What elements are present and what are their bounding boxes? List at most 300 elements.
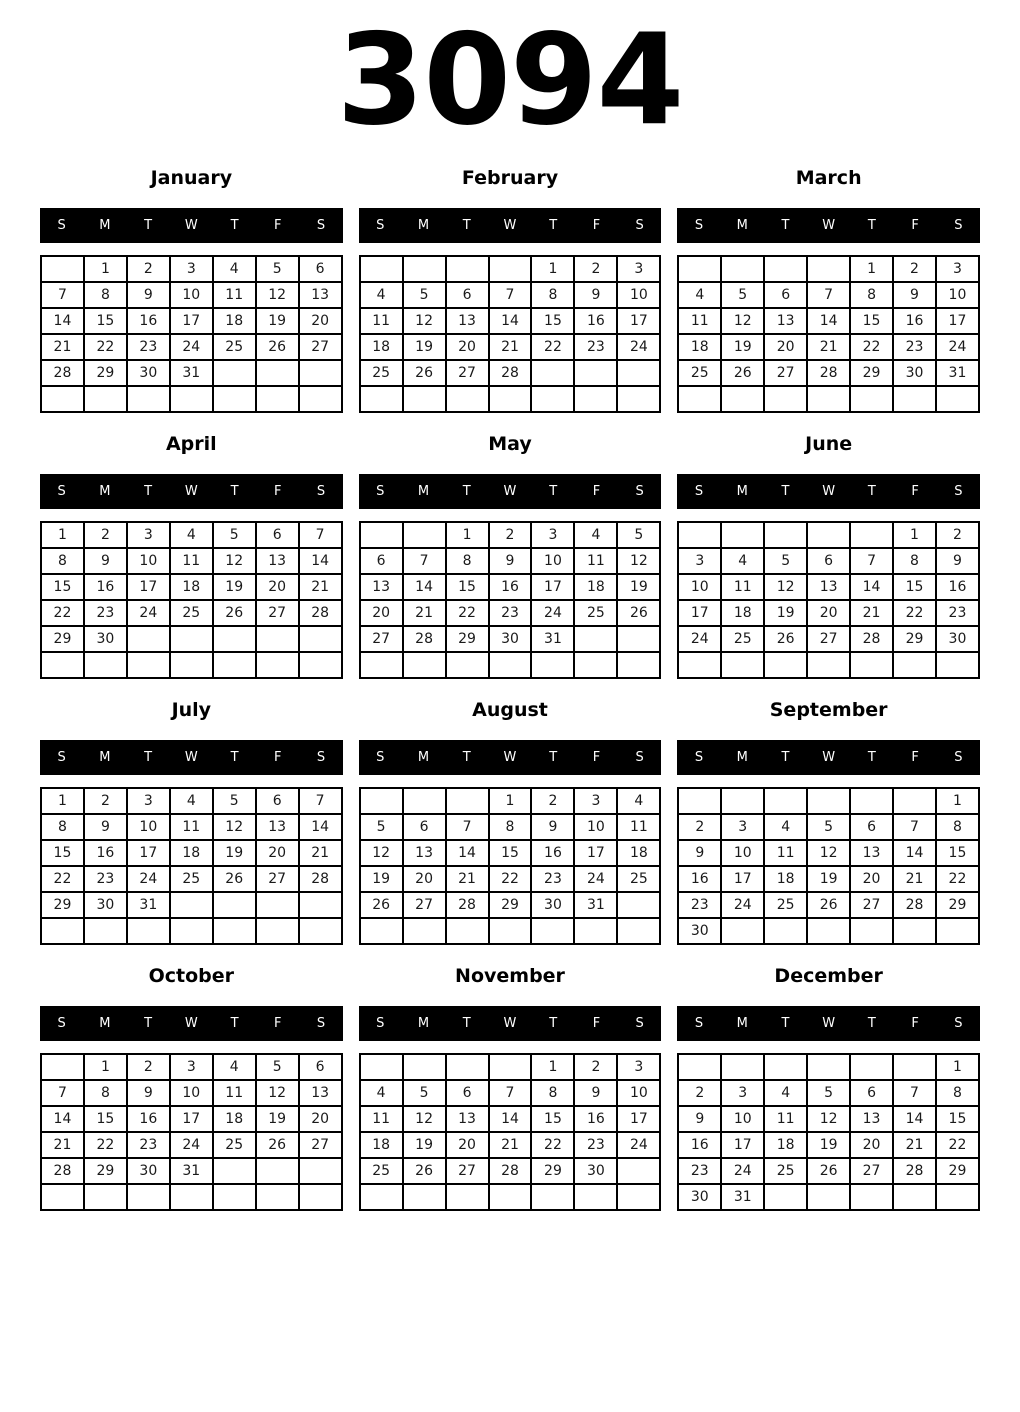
empty-day-cell — [299, 626, 342, 652]
empty-day-cell — [617, 892, 660, 918]
empty-day-cell — [403, 652, 446, 678]
day-cell: 5 — [213, 788, 256, 814]
day-cell: 7 — [893, 814, 936, 840]
empty-day-cell — [360, 1054, 403, 1080]
weekday-label: T — [781, 218, 790, 233]
week-row — [41, 840, 342, 866]
month-title: March — [795, 167, 862, 189]
day-cell: 27 — [299, 334, 342, 360]
weekday-label: T — [549, 1016, 558, 1031]
day-cell: 17 — [127, 574, 170, 600]
day-cell: 24 — [574, 866, 617, 892]
week-row — [41, 866, 342, 892]
day-cell: 30 — [531, 892, 574, 918]
week-row — [41, 600, 342, 626]
day-cell: 19 — [213, 840, 256, 866]
day-cell: 28 — [446, 892, 489, 918]
weekday-label: T — [144, 484, 153, 499]
day-cell: 31 — [936, 360, 979, 386]
day-cell: 6 — [446, 282, 489, 308]
week-row — [41, 1080, 342, 1106]
day-cell: 18 — [764, 1132, 807, 1158]
empty-day-cell — [127, 652, 170, 678]
day-cell: 1 — [893, 522, 936, 548]
day-cell: 23 — [936, 600, 979, 626]
weekday-header-bar — [40, 474, 343, 509]
empty-day-cell — [574, 360, 617, 386]
weekday-header-bar — [677, 740, 980, 775]
day-cell: 13 — [256, 814, 299, 840]
day-cell: 22 — [531, 334, 574, 360]
week-row — [360, 866, 661, 892]
month-block-may — [359, 433, 662, 679]
day-cell: 29 — [936, 892, 979, 918]
weekday-label: M — [99, 1016, 111, 1031]
day-cell: 15 — [489, 840, 532, 866]
weekday-label: S — [57, 484, 66, 499]
day-cell: 9 — [678, 840, 721, 866]
day-cell: 17 — [678, 600, 721, 626]
day-cell: 5 — [256, 256, 299, 282]
month-block-july — [40, 699, 343, 945]
month-title: September — [769, 699, 888, 721]
day-cell: 3 — [678, 548, 721, 574]
empty-day-cell — [850, 522, 893, 548]
week-row — [678, 334, 979, 360]
empty-day-cell — [574, 652, 617, 678]
week-row — [360, 1158, 661, 1184]
empty-day-cell — [403, 788, 446, 814]
day-cell: 23 — [678, 892, 721, 918]
day-cell: 25 — [213, 1132, 256, 1158]
day-cell: 9 — [84, 548, 127, 574]
week-row — [41, 334, 342, 360]
empty-day-cell — [489, 256, 532, 282]
empty-day-cell — [256, 1158, 299, 1184]
empty-day-cell — [170, 1184, 213, 1210]
day-cell: 24 — [678, 626, 721, 652]
day-cell: 3 — [170, 1054, 213, 1080]
week-row — [41, 308, 342, 334]
empty-day-cell — [360, 522, 403, 548]
weekday-label: T — [867, 218, 876, 233]
week-row — [678, 1132, 979, 1158]
weekday-label: M — [736, 1016, 748, 1031]
day-cell: 10 — [574, 814, 617, 840]
day-cell: 10 — [678, 574, 721, 600]
day-cell: 29 — [489, 892, 532, 918]
day-cell: 3 — [127, 522, 170, 548]
week-row — [41, 652, 342, 678]
day-cell: 6 — [256, 522, 299, 548]
day-cell: 17 — [617, 308, 660, 334]
empty-day-cell — [850, 652, 893, 678]
day-cell: 30 — [678, 918, 721, 944]
month-date-grid — [359, 1053, 662, 1211]
day-cell: 13 — [446, 308, 489, 334]
day-cell: 6 — [446, 1080, 489, 1106]
day-cell: 10 — [617, 1080, 660, 1106]
day-cell: 31 — [721, 1184, 764, 1210]
day-cell: 23 — [678, 1158, 721, 1184]
empty-day-cell — [299, 918, 342, 944]
week-row — [678, 918, 979, 944]
day-cell: 4 — [170, 522, 213, 548]
empty-day-cell — [531, 918, 574, 944]
day-cell: 3 — [574, 788, 617, 814]
day-cell: 5 — [403, 1080, 446, 1106]
day-cell: 29 — [893, 626, 936, 652]
day-cell: 26 — [764, 626, 807, 652]
empty-day-cell — [256, 918, 299, 944]
day-cell: 5 — [721, 282, 764, 308]
empty-day-cell — [360, 1184, 403, 1210]
day-cell: 11 — [764, 840, 807, 866]
empty-day-cell — [360, 256, 403, 282]
day-cell: 14 — [403, 574, 446, 600]
empty-day-cell — [170, 652, 213, 678]
week-row — [41, 574, 342, 600]
weekday-label: S — [316, 750, 326, 765]
day-cell: 21 — [489, 334, 532, 360]
weekday-label: T — [230, 1016, 239, 1031]
day-cell: 24 — [531, 600, 574, 626]
weekday-label: T — [462, 750, 471, 765]
day-cell: 30 — [893, 360, 936, 386]
day-cell: 18 — [170, 840, 213, 866]
month-date-grid — [677, 1053, 980, 1211]
weekday-label: S — [376, 484, 385, 499]
day-cell: 27 — [446, 1158, 489, 1184]
day-cell: 24 — [721, 1158, 764, 1184]
day-cell: 28 — [41, 360, 84, 386]
week-row — [678, 282, 979, 308]
month-date-grid — [677, 255, 980, 413]
day-cell: 11 — [721, 574, 764, 600]
day-cell: 31 — [127, 892, 170, 918]
day-cell: 29 — [850, 360, 893, 386]
day-cell: 13 — [850, 1106, 893, 1132]
day-cell: 4 — [574, 522, 617, 548]
week-row — [360, 1080, 661, 1106]
day-cell: 6 — [360, 548, 403, 574]
day-cell: 16 — [84, 840, 127, 866]
empty-day-cell — [936, 1184, 979, 1210]
week-row — [360, 308, 661, 334]
empty-day-cell — [360, 918, 403, 944]
empty-day-cell — [213, 918, 256, 944]
day-cell: 29 — [84, 360, 127, 386]
weekday-label: M — [417, 1016, 430, 1031]
day-cell: 11 — [574, 548, 617, 574]
day-cell: 18 — [360, 334, 403, 360]
month-date-grid — [40, 521, 343, 679]
weekday-label: T — [462, 218, 471, 233]
empty-day-cell — [807, 788, 850, 814]
empty-day-cell — [936, 652, 979, 678]
day-cell: 20 — [299, 1106, 342, 1132]
day-cell: 27 — [403, 892, 446, 918]
empty-day-cell — [678, 386, 721, 412]
day-cell: 14 — [850, 574, 893, 600]
day-cell: 3 — [617, 256, 660, 282]
day-cell: 14 — [41, 1106, 84, 1132]
day-cell: 15 — [936, 1106, 979, 1132]
day-cell: 27 — [446, 360, 489, 386]
empty-day-cell — [807, 386, 850, 412]
weekday-label: S — [694, 750, 704, 765]
day-cell: 22 — [936, 1132, 979, 1158]
week-row — [360, 1184, 661, 1210]
day-cell: 29 — [446, 626, 489, 652]
empty-day-cell — [893, 1054, 936, 1080]
empty-day-cell — [84, 918, 127, 944]
month-title: October — [148, 965, 235, 987]
day-cell: 26 — [256, 334, 299, 360]
day-cell: 16 — [936, 574, 979, 600]
empty-day-cell — [256, 386, 299, 412]
day-cell: 2 — [127, 1054, 170, 1080]
empty-day-cell — [721, 386, 764, 412]
day-cell: 30 — [127, 360, 170, 386]
day-cell: 4 — [360, 1080, 403, 1106]
day-cell: 27 — [256, 866, 299, 892]
day-cell: 5 — [764, 548, 807, 574]
week-row — [360, 256, 661, 282]
day-cell: 20 — [850, 866, 893, 892]
month-date-grid — [677, 787, 980, 945]
week-row — [360, 548, 661, 574]
day-cell: 21 — [893, 866, 936, 892]
week-row — [360, 814, 661, 840]
weekday-label: F — [911, 750, 919, 765]
empty-day-cell — [807, 256, 850, 282]
week-row — [678, 892, 979, 918]
week-row — [678, 1054, 979, 1080]
empty-day-cell — [446, 788, 489, 814]
empty-day-cell — [764, 788, 807, 814]
empty-day-cell — [721, 918, 764, 944]
month-title: January — [150, 167, 233, 189]
weekday-label: S — [635, 750, 644, 765]
day-cell: 28 — [893, 1158, 936, 1184]
day-cell: 23 — [531, 866, 574, 892]
day-cell: 9 — [489, 548, 532, 574]
month-block-april — [40, 433, 343, 679]
day-cell: 22 — [84, 334, 127, 360]
weekday-label: S — [376, 1016, 385, 1031]
day-cell: 17 — [531, 574, 574, 600]
weekday-label: M — [736, 484, 748, 499]
day-cell: 26 — [617, 600, 660, 626]
day-cell: 22 — [531, 1132, 574, 1158]
day-cell: 1 — [446, 522, 489, 548]
day-cell: 9 — [127, 282, 170, 308]
day-cell: 11 — [213, 1080, 256, 1106]
day-cell: 2 — [574, 1054, 617, 1080]
empty-day-cell — [531, 360, 574, 386]
day-cell: 19 — [256, 1106, 299, 1132]
weekday-label: W — [184, 218, 198, 233]
day-cell: 12 — [256, 282, 299, 308]
weekday-header-bar — [677, 208, 980, 243]
day-cell: 17 — [936, 308, 979, 334]
empty-day-cell — [446, 652, 489, 678]
empty-day-cell — [360, 652, 403, 678]
empty-day-cell — [256, 626, 299, 652]
empty-day-cell — [213, 626, 256, 652]
day-cell: 26 — [256, 1132, 299, 1158]
week-row — [41, 386, 342, 412]
week-row — [360, 626, 661, 652]
empty-day-cell — [403, 1054, 446, 1080]
day-cell: 20 — [299, 308, 342, 334]
day-cell: 12 — [213, 548, 256, 574]
day-cell: 22 — [84, 1132, 127, 1158]
day-cell: 30 — [489, 626, 532, 652]
day-cell: 11 — [678, 308, 721, 334]
week-row — [360, 840, 661, 866]
empty-day-cell — [764, 1054, 807, 1080]
weekday-label: W — [822, 484, 836, 499]
empty-day-cell — [678, 256, 721, 282]
day-cell: 10 — [170, 1080, 213, 1106]
day-cell: 7 — [299, 522, 342, 548]
empty-day-cell — [403, 1184, 446, 1210]
day-cell: 5 — [807, 1080, 850, 1106]
day-cell: 26 — [807, 1158, 850, 1184]
month-title: June — [805, 433, 853, 455]
day-cell: 28 — [489, 1158, 532, 1184]
day-cell: 18 — [574, 574, 617, 600]
month-block-june — [677, 433, 980, 679]
empty-day-cell — [617, 360, 660, 386]
empty-day-cell — [936, 386, 979, 412]
empty-day-cell — [489, 386, 532, 412]
week-row — [360, 892, 661, 918]
day-cell: 14 — [299, 548, 342, 574]
day-cell: 12 — [764, 574, 807, 600]
day-cell: 2 — [84, 522, 127, 548]
week-row — [41, 1106, 342, 1132]
month-title: December — [774, 965, 883, 987]
day-cell: 10 — [617, 282, 660, 308]
month-date-grid — [40, 255, 343, 413]
day-cell: 18 — [764, 866, 807, 892]
day-cell: 9 — [678, 1106, 721, 1132]
day-cell: 6 — [299, 256, 342, 282]
day-cell: 25 — [617, 866, 660, 892]
day-cell: 17 — [721, 866, 764, 892]
empty-day-cell — [531, 386, 574, 412]
weekday-label: M — [736, 750, 748, 765]
week-row — [360, 574, 661, 600]
day-cell: 19 — [403, 1132, 446, 1158]
week-row — [678, 1184, 979, 1210]
day-cell: 14 — [41, 308, 84, 334]
weekday-label: T — [781, 750, 790, 765]
month-date-grid — [40, 787, 343, 945]
day-cell: 15 — [936, 840, 979, 866]
empty-day-cell — [617, 1184, 660, 1210]
day-cell: 20 — [764, 334, 807, 360]
day-cell: 13 — [446, 1106, 489, 1132]
day-cell: 21 — [489, 1132, 532, 1158]
week-row — [41, 548, 342, 574]
day-cell: 19 — [807, 866, 850, 892]
day-cell: 6 — [850, 814, 893, 840]
day-cell: 31 — [574, 892, 617, 918]
day-cell: 10 — [721, 1106, 764, 1132]
weekday-label: T — [462, 484, 471, 499]
weekday-label: F — [592, 1016, 601, 1031]
empty-day-cell — [617, 626, 660, 652]
week-row — [360, 600, 661, 626]
day-cell: 15 — [41, 574, 84, 600]
weekday-label: W — [184, 750, 198, 765]
week-row — [360, 522, 661, 548]
empty-day-cell — [170, 386, 213, 412]
day-cell: 1 — [84, 256, 127, 282]
empty-day-cell — [299, 360, 342, 386]
day-cell: 21 — [403, 600, 446, 626]
weekday-label: W — [822, 1016, 836, 1031]
weekday-label: F — [592, 750, 601, 765]
weekday-label: T — [867, 1016, 876, 1031]
weekday-label: F — [592, 484, 601, 499]
day-cell: 1 — [489, 788, 532, 814]
empty-day-cell — [170, 918, 213, 944]
day-cell: 4 — [764, 814, 807, 840]
weekday-label: S — [694, 218, 704, 233]
weekday-label: T — [549, 750, 558, 765]
day-cell: 25 — [360, 1158, 403, 1184]
day-cell: 19 — [617, 574, 660, 600]
empty-day-cell — [489, 1184, 532, 1210]
week-row — [360, 1132, 661, 1158]
week-row — [41, 626, 342, 652]
empty-day-cell — [256, 652, 299, 678]
day-cell: 2 — [574, 256, 617, 282]
day-cell: 26 — [403, 1158, 446, 1184]
week-row — [41, 282, 342, 308]
day-cell: 8 — [531, 1080, 574, 1106]
day-cell: 21 — [446, 866, 489, 892]
day-cell: 30 — [127, 1158, 170, 1184]
empty-day-cell — [678, 522, 721, 548]
week-row — [678, 814, 979, 840]
weekday-label: W — [184, 1016, 198, 1031]
empty-day-cell — [893, 1184, 936, 1210]
day-cell: 9 — [84, 814, 127, 840]
weekday-label: S — [694, 1016, 704, 1031]
day-cell: 14 — [489, 308, 532, 334]
empty-day-cell — [213, 1184, 256, 1210]
day-cell: 16 — [127, 308, 170, 334]
weekday-label: T — [867, 750, 876, 765]
empty-day-cell — [41, 1054, 84, 1080]
day-cell: 23 — [84, 600, 127, 626]
day-cell: 8 — [936, 814, 979, 840]
day-cell: 4 — [213, 1054, 256, 1080]
day-cell: 31 — [170, 360, 213, 386]
weekday-label: S — [954, 484, 963, 499]
empty-day-cell — [170, 626, 213, 652]
empty-day-cell — [446, 918, 489, 944]
day-cell: 7 — [299, 788, 342, 814]
day-cell: 2 — [893, 256, 936, 282]
empty-day-cell — [84, 652, 127, 678]
